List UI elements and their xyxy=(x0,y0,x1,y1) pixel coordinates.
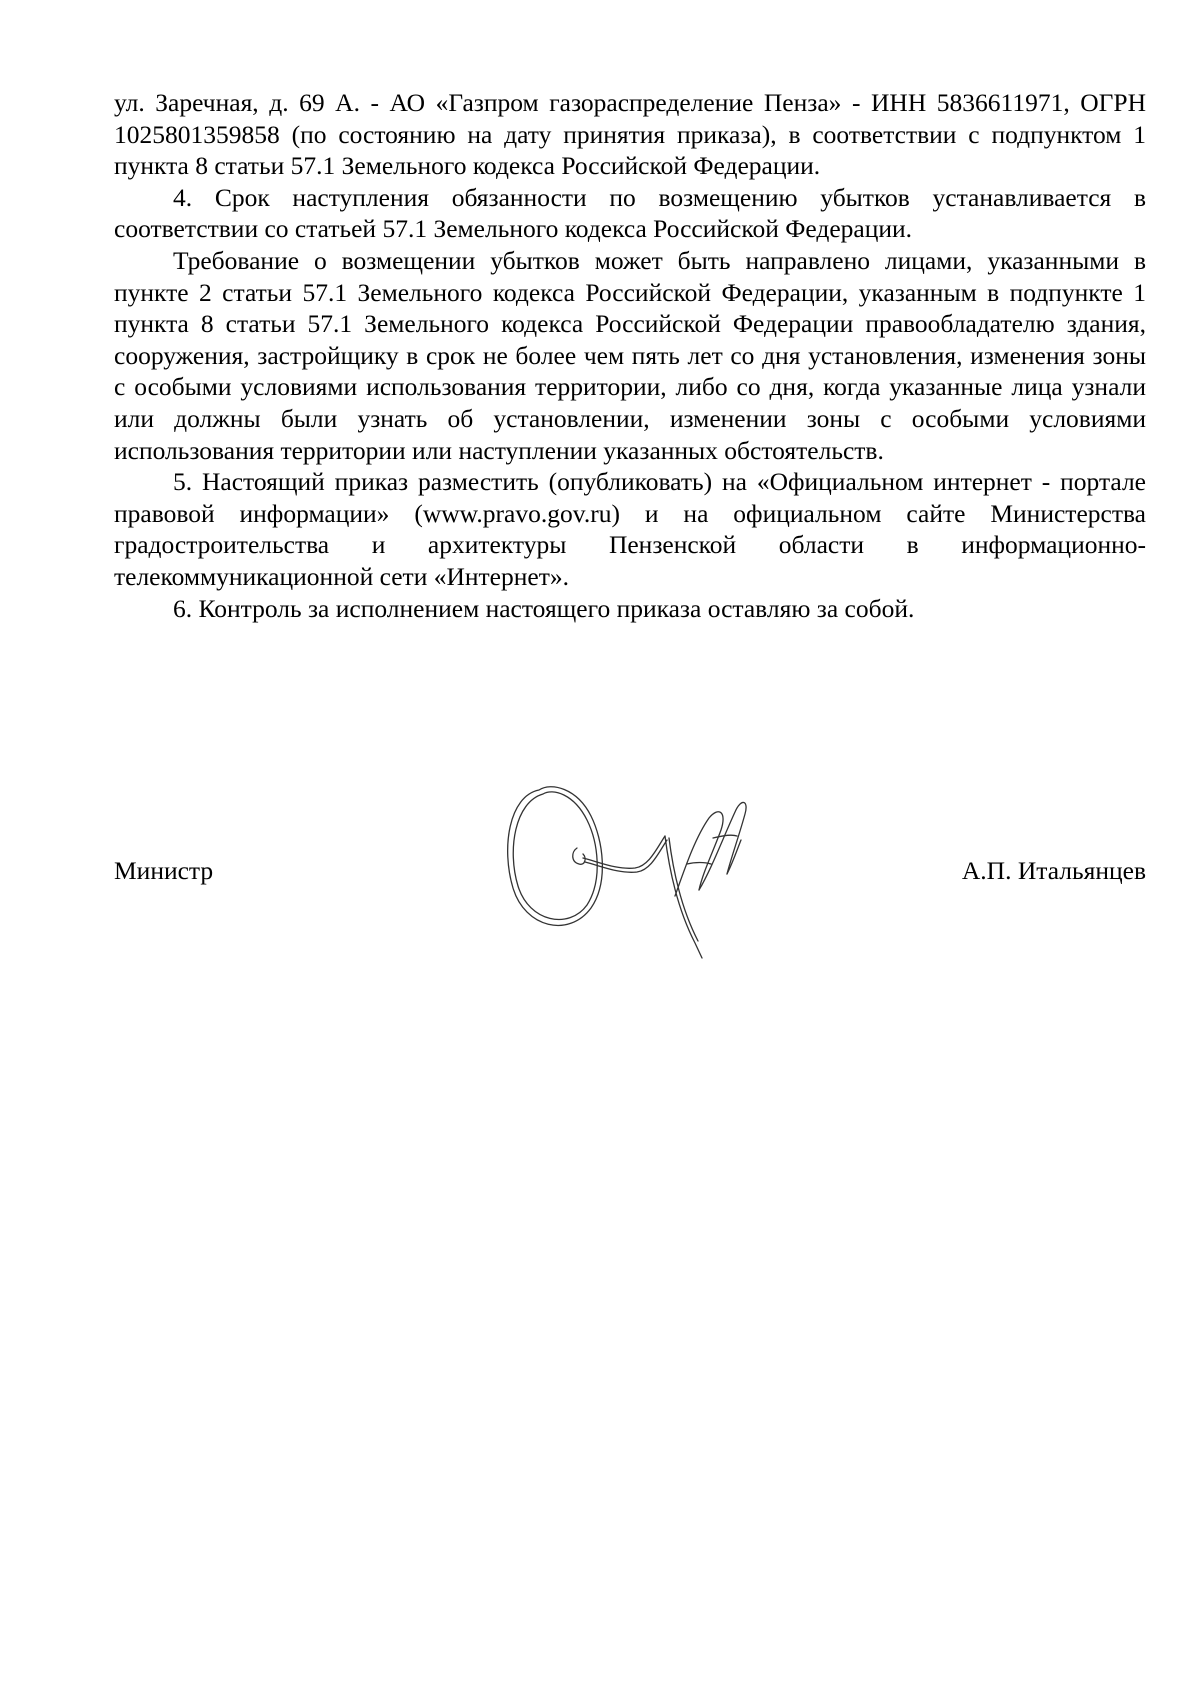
signer-name: А.П. Итальянцев xyxy=(961,856,1146,885)
paragraph-damages-claim: Требование о возмещении убытков может быть направлено лицами, указанными в пункте 2 статьи 57.1 Земельного кодекса Российской Федерации, указанным в подпункте 1 пункта 8 статьи 57.1 Земельного кодекса Российской Федерации правообладателю здания, сооружения, застройщику в срок не более чем пять лет со дня установления, изменения зоны с особыми условиями использования территории, либо со дня, когда указанные лица узнали или должны были узнать об установлении, изменении зоны с особыми условиями использования территории или наступлении указанных обстоятельств. xyxy=(114,245,1146,465)
handwritten-signature xyxy=(499,778,759,968)
paragraph-item-4: 4. Срок наступления обязанности по возмещению убытков устанавливается в соответствии со статьей 57.1 Земельного кодекса Российской Федерации. xyxy=(114,182,1146,244)
signature-block xyxy=(114,770,1146,970)
document-body xyxy=(114,87,1146,624)
paragraph-item-6: 6. Контроль за исполнением настоящего приказа оставляю за собой. xyxy=(173,593,915,623)
signer-position: Министр xyxy=(114,856,214,885)
paragraph-item-5: 5. Настоящий приказ разместить (опубликовать) на «Официальном интернет - портале правовой информации» (www.pravo.gov.ru) и на официальном сайте Министерства градостроительства и архитектуры Пензенской области в информационно-телекоммуникационной сети «Интернет». xyxy=(114,467,1146,591)
paragraph-continuation: ул. Заречная, д. 69 А. - АО «Газпром газораспределение Пенза» - ИНН 5836611971, ОГРН 1025801359858 (по состоянию на дату принятия приказа), в соответствии с подпунктом 1 пункта 8 статьи 57.1 Земельного кодекса Российской Федерации. xyxy=(114,88,1146,181)
